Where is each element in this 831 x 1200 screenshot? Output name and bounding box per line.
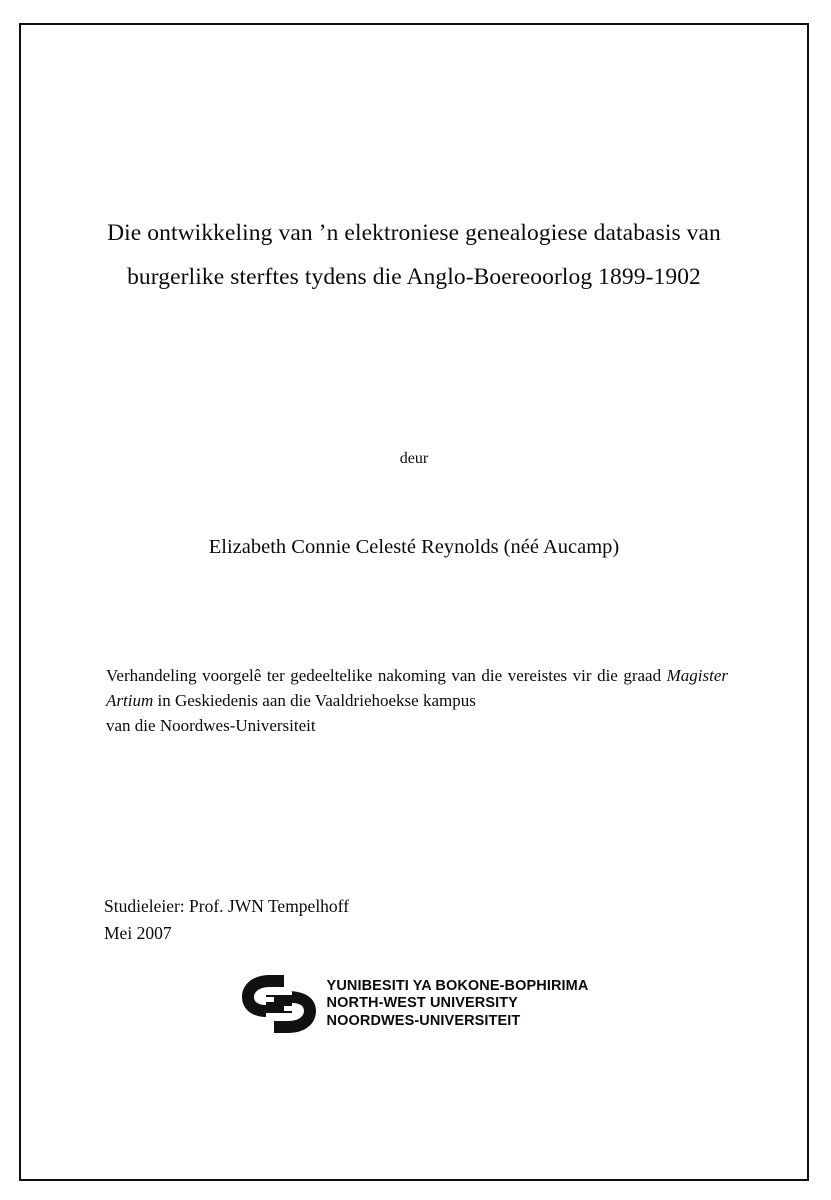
logo-line-1: YUNIBESITI YA BOKONE-BOPHIRIMA (326, 977, 589, 994)
statement-part-1: Verhandeling voorgelê ter gedeeltelike nakoming van die vereistes vir die graad (106, 666, 667, 685)
title-line-1: Die ontwikkeling van ’n elektroniese genealogiese databasis van (107, 220, 721, 246)
supervisor-block (104, 893, 604, 947)
nwu-logo-icon (240, 973, 318, 1035)
date-line: Mei 2007 (104, 923, 172, 943)
logo-text (327, 978, 589, 1031)
statement-part-3: van die Noordwes-Universiteit (106, 716, 316, 735)
statement-part-2: in Geskiedenis aan die Vaaldriehoekse kampus (153, 691, 476, 710)
supervisor-line: Studieleier: Prof. JWN Tempelhoff (104, 896, 350, 916)
logo-line-2: NORTH-WEST UNIVERSITY (326, 995, 518, 1012)
university-logo (100, 973, 728, 1035)
thesis-title (100, 211, 728, 299)
logo-line-3: NOORDWES-UNIVERSITEIT (326, 1012, 521, 1029)
by-word: deur (399, 450, 429, 467)
degree-statement (106, 663, 728, 738)
author-name: Elizabeth Connie Celesté Reynolds (néé Aucamp) (208, 536, 620, 558)
degree-name: Magister Artium (106, 666, 728, 710)
page-content (100, 23, 728, 1181)
title-line-2: burgerlike sterftes tydens die Anglo-Boereoorlog 1899-1902 (127, 264, 701, 290)
